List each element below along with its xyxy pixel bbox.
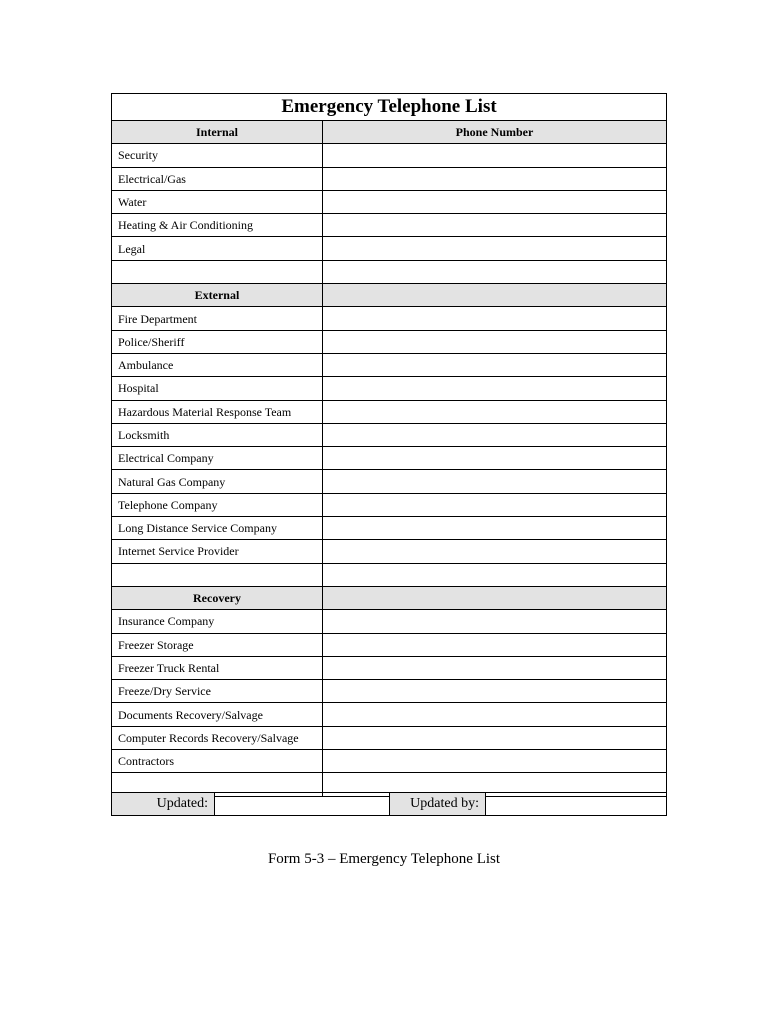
- phone-number-field[interactable]: [323, 726, 667, 749]
- phone-number-field[interactable]: [323, 353, 667, 376]
- table-row: [112, 423, 667, 446]
- table-row: [112, 237, 667, 260]
- phone-number-field[interactable]: [323, 214, 667, 237]
- contact-label: Ambulance: [112, 353, 323, 376]
- phone-number-field[interactable]: [323, 144, 667, 167]
- phone-number-field[interactable]: [323, 633, 667, 656]
- contact-label: Freeze/Dry Service: [112, 680, 323, 703]
- table-row: [112, 703, 667, 726]
- table-row: [112, 447, 667, 470]
- table-row: [112, 493, 667, 516]
- phone-number-field[interactable]: [323, 680, 667, 703]
- table-row: [112, 680, 667, 703]
- contact-label: Freezer Truck Rental: [112, 656, 323, 679]
- phone-number-column-heading: Phone Number: [323, 121, 667, 144]
- external-header-row: [112, 284, 667, 307]
- phone-number-field[interactable]: [323, 470, 667, 493]
- phone-number-field[interactable]: [323, 237, 667, 260]
- phone-number-field[interactable]: [323, 493, 667, 516]
- table-row: [112, 353, 667, 376]
- table-row: [112, 214, 667, 237]
- updated-by-field[interactable]: [486, 793, 667, 816]
- updated-by-label: Updated by:: [390, 793, 486, 816]
- contact-label: Fire Department: [112, 307, 323, 330]
- table-row: [112, 633, 667, 656]
- update-info-table: [111, 792, 667, 816]
- table-row: [112, 750, 667, 773]
- phone-number-field[interactable]: [323, 400, 667, 423]
- contact-label: Electrical/Gas: [112, 167, 323, 190]
- form-caption: Form 5-3 – Emergency Telephone List: [267, 851, 501, 867]
- contact-label: Locksmith: [112, 423, 323, 446]
- contact-label: Telephone Company: [112, 493, 323, 516]
- table-row: [112, 260, 667, 283]
- phone-number-field[interactable]: [323, 377, 667, 400]
- table-row: [112, 563, 667, 586]
- table-row: [112, 144, 667, 167]
- phone-number-field[interactable]: [323, 330, 667, 353]
- contact-label: Hazardous Material Response Team: [112, 400, 323, 423]
- table-row: [112, 656, 667, 679]
- recovery-header-row: [112, 586, 667, 609]
- phone-number-field[interactable]: [323, 563, 667, 586]
- table-row: [112, 377, 667, 400]
- phone-number-field[interactable]: [323, 750, 667, 773]
- phone-number-field[interactable]: [323, 610, 667, 633]
- contact-label: Freezer Storage: [112, 633, 323, 656]
- phone-number-field[interactable]: [323, 517, 667, 540]
- phone-number-field[interactable]: [323, 423, 667, 446]
- contact-label: Electrical Company: [112, 447, 323, 470]
- table-row: [112, 167, 667, 190]
- contact-label[interactable]: [112, 563, 323, 586]
- table-row: [112, 610, 667, 633]
- external-section-heading: External: [112, 284, 323, 307]
- contact-label[interactable]: [112, 260, 323, 283]
- phone-number-field[interactable]: [323, 656, 667, 679]
- contact-label: Security: [112, 144, 323, 167]
- table-row: [112, 330, 667, 353]
- contact-label: Police/Sheriff: [112, 330, 323, 353]
- phone-number-field[interactable]: [323, 703, 667, 726]
- table-row: [112, 400, 667, 423]
- phone-number-field[interactable]: [323, 260, 667, 283]
- contact-label: Documents Recovery/Salvage: [112, 703, 323, 726]
- contact-label: Computer Records Recovery/Salvage: [112, 726, 323, 749]
- phone-number-field[interactable]: [323, 190, 667, 213]
- contact-label: Insurance Company: [112, 610, 323, 633]
- phone-number-field[interactable]: [323, 167, 667, 190]
- internal-section-heading: Internal: [112, 121, 323, 144]
- table-row: [112, 517, 667, 540]
- table-row: [112, 540, 667, 563]
- contact-label: Legal: [112, 237, 323, 260]
- internal-header-row: [112, 121, 667, 144]
- phone-number-field[interactable]: [323, 307, 667, 330]
- emergency-telephone-table: [111, 93, 667, 797]
- contact-label: Long Distance Service Company: [112, 517, 323, 540]
- updated-field[interactable]: [215, 793, 390, 816]
- table-row: [112, 307, 667, 330]
- table-row: [112, 470, 667, 493]
- recovery-section-heading: Recovery: [112, 586, 323, 609]
- external-header-blank: [323, 284, 667, 307]
- form-title: Emergency Telephone List: [112, 94, 667, 121]
- contact-label: Heating & Air Conditioning: [112, 214, 323, 237]
- contact-label: Hospital: [112, 377, 323, 400]
- phone-number-field[interactable]: [323, 447, 667, 470]
- phone-number-field[interactable]: [323, 540, 667, 563]
- contact-label: Water: [112, 190, 323, 213]
- contact-label: Contractors: [112, 750, 323, 773]
- table-row: [112, 190, 667, 213]
- contact-label: Natural Gas Company: [112, 470, 323, 493]
- table-row: [112, 726, 667, 749]
- recovery-header-blank: [323, 586, 667, 609]
- contact-label: Internet Service Provider: [112, 540, 323, 563]
- updated-label: Updated:: [112, 793, 215, 816]
